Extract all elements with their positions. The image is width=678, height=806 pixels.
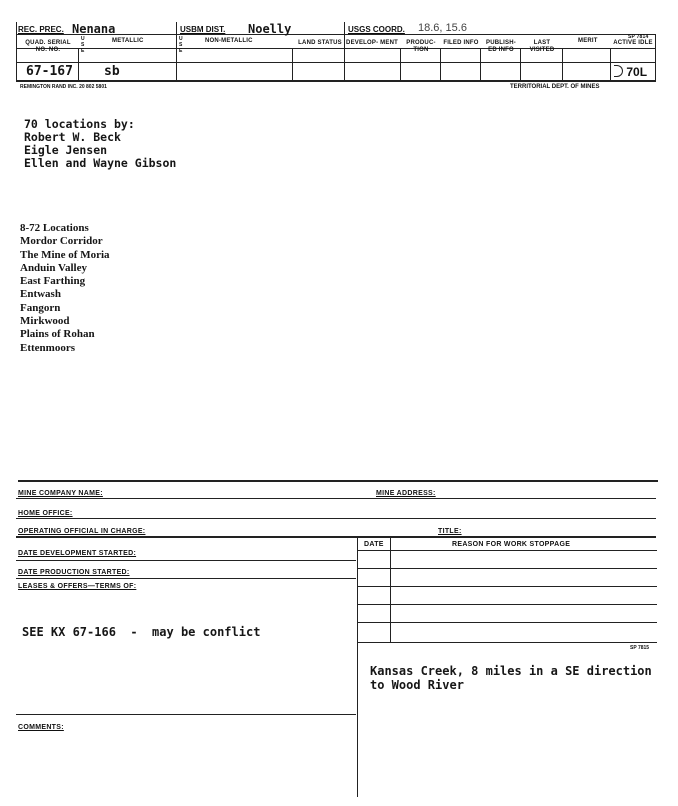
u-s-e-non-metallic: U S E (179, 36, 183, 54)
operating-official-label: OPERATING OFFICIAL IN CHARGE: (18, 528, 146, 535)
usgs-coord-value: 18.6, 15.6 (418, 22, 467, 34)
usgs-coord-label: USGS COORD. (348, 25, 405, 34)
location-line: The Mine of Moria (20, 248, 110, 261)
quad-serial-header: QUAD. SERIAL NO. NO. (25, 40, 71, 53)
development-started-label: DATE DEVELOPMENT STARTED: (18, 550, 137, 557)
land-status-header: LAND STATUS (298, 40, 342, 46)
leases-offers-label: LEASES & OFFERS—TERMS OF: (18, 583, 137, 590)
form-code-bottom: SP 7815 (630, 645, 650, 651)
locations-by-line: Robert W. Beck (24, 130, 121, 144)
filed-info-header: FILED INFO (443, 40, 479, 46)
location-line: Entwash (20, 288, 61, 301)
usbm-dist-label: USBM DIST. (180, 25, 226, 34)
rec-prec-label: REC. PREC. (18, 25, 64, 34)
remington-rand-imprint: REMINGTON RAND INC. 20 802 5801 (20, 84, 107, 90)
location-line: Ettenmoors (20, 341, 75, 354)
non-metallic-header: NON-METALLIC (205, 38, 253, 44)
location-line: Mirkwood (20, 315, 70, 328)
leases-note: SEE KX 67-166 - may be conflict (22, 625, 261, 639)
mine-address-label: MINE ADDRESS: (376, 490, 436, 497)
locations-by-block (24, 118, 176, 170)
published-info-header: PUBLISH- ED INFO (486, 40, 516, 53)
comments-label: COMMENTS: (18, 724, 64, 731)
title-label: TITLE: (438, 528, 462, 535)
form-code-top: SP 7814 (628, 34, 649, 40)
locations-by-line: 70 locations by: (24, 117, 135, 131)
active-idle-value (614, 65, 647, 79)
production-started-label: DATE PRODUCTION STARTED: (18, 569, 130, 576)
last-visited-header: LAST VISITED (529, 40, 555, 53)
date-column-header: DATE (364, 541, 384, 548)
merit-header: MERIT (578, 38, 598, 44)
u-s-e-metallic: U S E (81, 36, 85, 54)
location-note-line: to Wood River (370, 678, 464, 692)
territorial-dept-imprint: TERRITORIAL DEPT. OF MINES (510, 84, 600, 90)
home-office-label: HOME OFFICE: (18, 510, 73, 517)
quad-serial-value: 67-167 (26, 64, 73, 79)
rec-prec-value: Nenana (72, 22, 116, 36)
location-note (370, 664, 652, 692)
location-line: Anduin Valley (20, 261, 87, 274)
location-line: Fangorn (20, 301, 61, 314)
usbm-dist-value: Noelly (248, 22, 292, 36)
locations-by-line: Eigle Jensen (24, 143, 108, 157)
locations-by-line: Ellen and Wayne Gibson (24, 156, 177, 170)
active-idle-code: 70L (626, 65, 648, 79)
location-line: East Farthing (20, 275, 86, 288)
active-idle-header: ACTIVE IDLE (613, 40, 653, 46)
locations-list-block (20, 222, 110, 355)
location-line: 8-72 Locations (20, 222, 89, 234)
metallic-value: sb (104, 64, 120, 79)
mine-company-name-label: MINE COMPANY NAME: (18, 490, 103, 497)
hand-circle-mark-icon (614, 65, 623, 77)
metallic-header: METALLIC (112, 38, 144, 44)
location-line: Plains of Rohan (20, 328, 95, 341)
production-header: PRODUC- TION (406, 40, 436, 53)
location-line: Mordor Corridor (20, 235, 103, 248)
reason-column-header: REASON FOR WORK STOPPAGE (452, 541, 571, 548)
location-note-line: Kansas Creek, 8 miles in a SE direction (370, 664, 652, 678)
development-header: DEVELOP- MENT (346, 40, 398, 46)
